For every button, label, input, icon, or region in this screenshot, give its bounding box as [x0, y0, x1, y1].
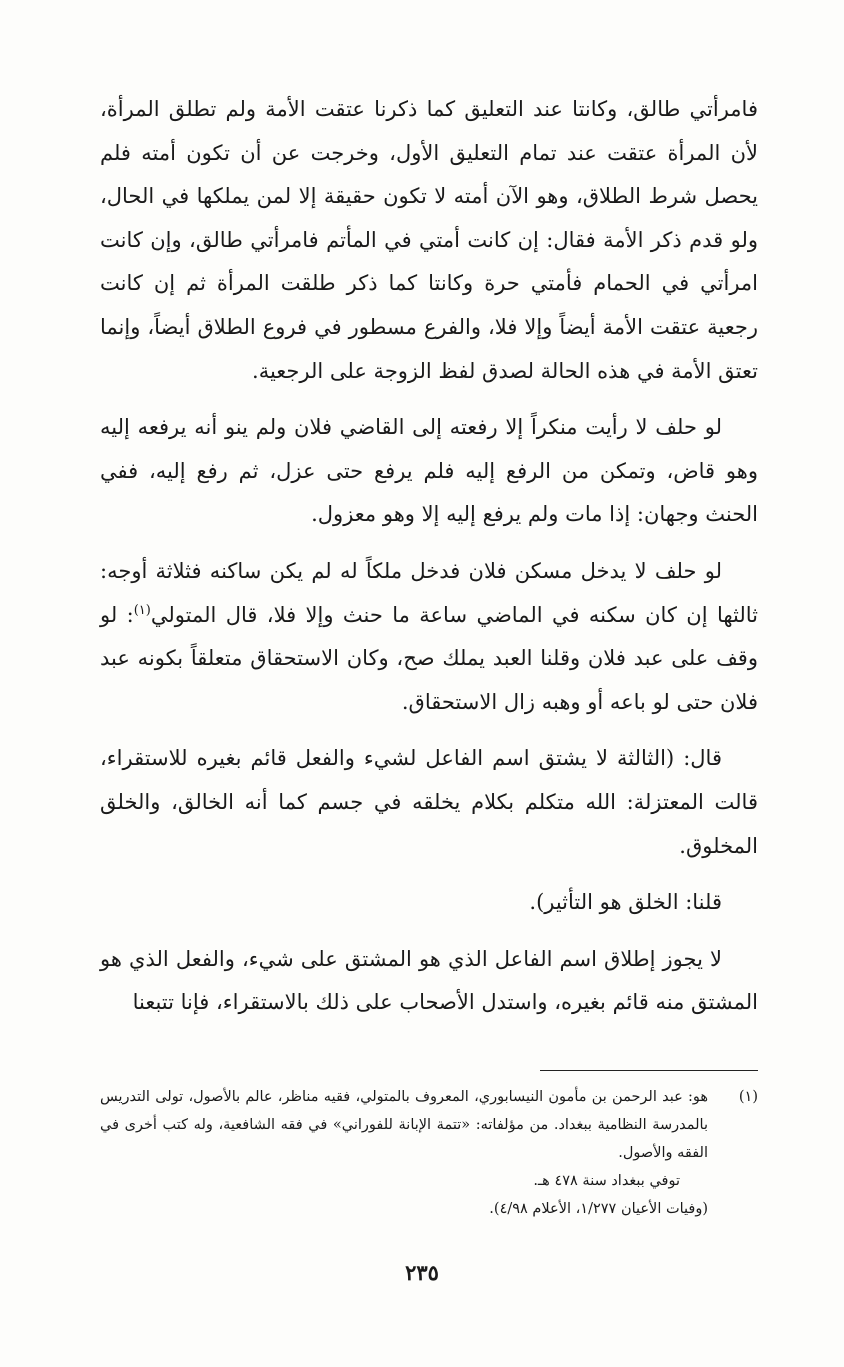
footnote-text: هو: عبد الرحمن بن مأمون النيسابوري، المعروف بالمتولي، فقيه مناظر، عالم بالأصول، تولى التدريس بالمدرسة النظامية ببغداد. من مؤلفاته: «تتمة الإبانة للفوراني» في فقه الشافعية، وله كتب أخرى في الفقه والأصول.	[100, 1089, 708, 1161]
paragraph-4: قال: (الثالثة لا يشتق اسم الفاعل لشيء والفعل قائم بغيره للاستقراء، قالت المعتزلة: الله متكلم بكلام يخلقه في جسم كما أنه الخالق، والخلق المخلوق.	[100, 746, 758, 858]
footnote-1	[100, 1083, 758, 1223]
paragraph-3-before: لو حلف لا يدخل مسكن فلان فدخل ملكاً له لم يكن ساكنه فثلاثة أوجه: ثالثها إن كان سكنه في الماضي ساعة ما حنث وإلا فلا، قال المتولي	[100, 558, 758, 627]
paragraph-3-end: الاستحقاق متعلقاً بكونه عبد فلان حتى لو باعه أو وهبه زال الاستحقاق.	[100, 646, 758, 714]
footnotes	[100, 1083, 758, 1223]
paragraph-5: قلنا: الخلق هو التأثير).	[529, 890, 722, 915]
page-number: ٢٣٥	[405, 1260, 439, 1285]
paragraph-1: فامرأتي طالق، وكانتا عند التعليق كما ذكرنا عتقت الأمة ولم تطلق المرأة، لأن المرأة عتقت عند تمام التعليق الأول، وخرجت عن أن تكون أمته فلم يحصل شرط الطلاق، وهو الآن أمته لا تكون حقيقة إلا لمن يملكها في الحال، ولو قدم ذكر الأمة فقال: إن كانت أمتي في المأتم فامرأتي طالق، وإن كانت امرأتي في الحمام فأمتي حرة وكانتا كما ذكر طلقت المرأة ثم إن كانت رجعية عتقت الأمة أيضاً وإلا فلا، والفرع مسطور في فروع الطلاق أيضاً، وإنما تعتق الأمة في هذه الحالة لصدق لفظ الزوجة على الرجعية.	[100, 97, 758, 383]
paragraph-6: لا يجوز إطلاق اسم الفاعل الذي هو المشتق على شيء، والفعل الذي هو المشتق منه قائم بغيره، واستدل الأصحاب على ذلك بالاستقراء، فإنا تتبعنا	[100, 946, 758, 1015]
paragraph-2: لو حلف لا رأيت منكراً إلا رفعته إلى القاضي فلان ولم ينو أنه يرفعه إليه وهو قاض، وتمكن من الرفع إليه فلم يرفع حتى عزل، ثم رفع إليه، ففي الحنث وجهان: إذا مات ولم يرفع إليه إلا وهو معزول.	[100, 415, 758, 527]
footnote-divider	[540, 1070, 758, 1071]
paragraph-3-after: : لو وقف على عبد فلان وقلنا العبد يملك صح، وكان	[100, 602, 758, 671]
main-text	[100, 88, 758, 1038]
footnote-death: توفي ببغداد سنة ٤٧٨ هـ.	[533, 1173, 680, 1189]
footnote-source: (وفيات الأعيان ١/٢٧٧، الأعلام ٤/٩٨).	[489, 1201, 708, 1217]
footnote-number: (١)	[738, 1089, 758, 1105]
footnote-body	[100, 1083, 708, 1223]
paragraph-3	[100, 550, 758, 724]
footnote-marker[interactable]: (١)	[133, 602, 151, 618]
